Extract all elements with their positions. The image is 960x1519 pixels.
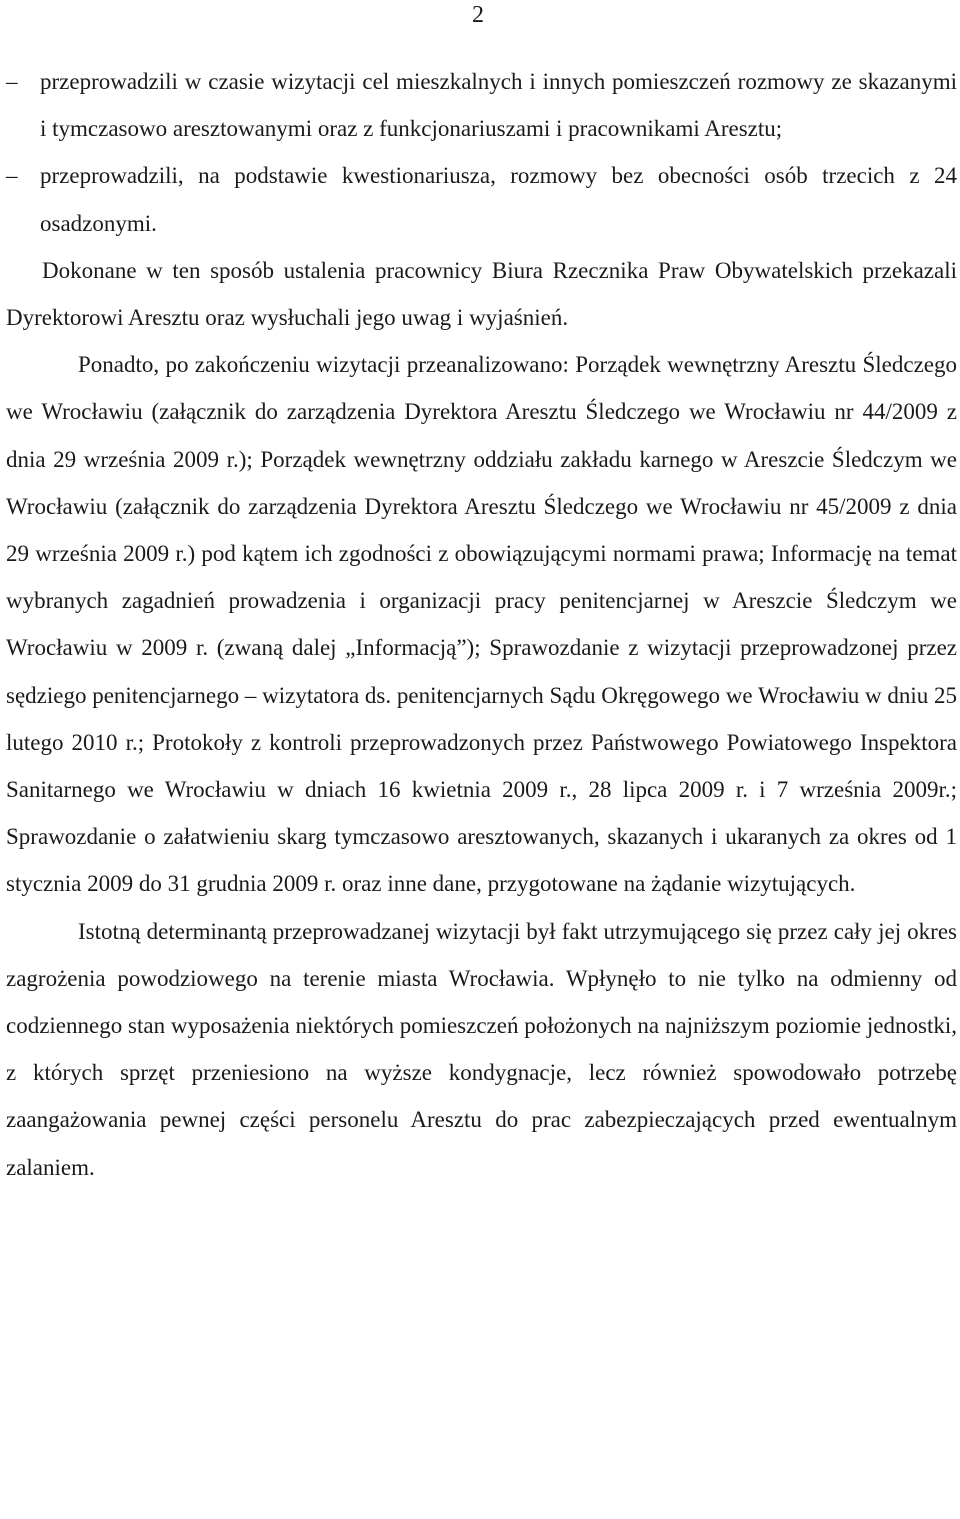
list-item [6,58,957,152]
document-body [6,58,957,1191]
paragraph: Ponadto, po zakończeniu wizytacji przeanalizowano: Porządek wewnętrzny Aresztu Śledczego we Wrocławiu (załącznik do zarządzenia Dyrektora Aresztu Śledczego we Wrocławiu nr 44/2009 z dnia 29 września 2009 r.); Porządek wewnętrzny oddziału zakładu karnego w Areszcie Śledczym we Wrocławiu (załącznik do zarządzenia Dyrektora Aresztu Śledczego we Wrocławiu nr 45/2009 z dnia 29 września 2009 r.) pod kątem ich zgodności z obowiązującymi normami prawa; Informację na temat wybranych zagadnień prowadzenia i organizacji pracy penitencjarnej w Areszcie Śledczym we Wrocławiu w 2009 r. (zwaną dalej „Informacją”); Sprawozdanie z wizytacji przeprowadzonej przez sędziego penitencjarnego – wizytatora ds. penitencjarnych Sądu Okręgowego we Wrocławiu w dniu 25 lutego 2010 r.; Protokoły z kontroli przeprowadzonych przez Państwowego Powiatowego Inspektora Sanitarnego we Wrocławiu w dniach 16 kwietnia 2009 r., 28 lipca 2009 r. i 7 września 2009r.; Sprawozdanie o załatwieniu skarg tymczasowo aresztowanych, skazanych i ukaranych za okres od 1 stycznia 2009 do 31 grudnia 2009 r. oraz inne dane, przygotowane na żądanie wizytujących. [6,352,957,897]
paragraph: Istotną determinantą przeprowadzanej wizytacji był fakt utrzymującego się przez cały jej okres zagrożenia powodziowego na terenie miasta Wrocławia. Wpłynęło to nie tylko na odmienny od codziennego stan wyposażenia niektórych pomieszczeń położonych na najniższym poziomie jednostki, z których sprzęt przeniesiono na wyższe kondygnacje, lecz również spowodowało potrzebę zaangażowania pewnej części personelu Aresztu do prac zabezpieczających przed ewentualnym zalaniem. [6,918,957,1180]
list-item-text: przeprowadzili w czasie wizytacji cel mieszkalnych i innych pomieszczeń rozmowy ze skazanymi i tymczasowo aresztowanymi oraz z funkcjonariuszami i pracownikami Aresztu; [40,69,957,142]
dash-bullet: – [6,163,18,189]
page-number: 2 [472,2,484,28]
dash-bullet: – [6,69,18,94]
list-item [6,152,957,246]
list-item-text: przeprowadzili, na podstawie kwestionariusza, rozmowy bez obecności osób trzecich z 24 osadzonymi. [40,163,957,236]
paragraph: Dokonane w ten sposób ustalenia pracownicy Biura Rzecznika Praw Obywatelskich przekazali Dyrektorowi Aresztu oraz wysłuchali jego uwag i wyjaśnień. [6,257,957,331]
